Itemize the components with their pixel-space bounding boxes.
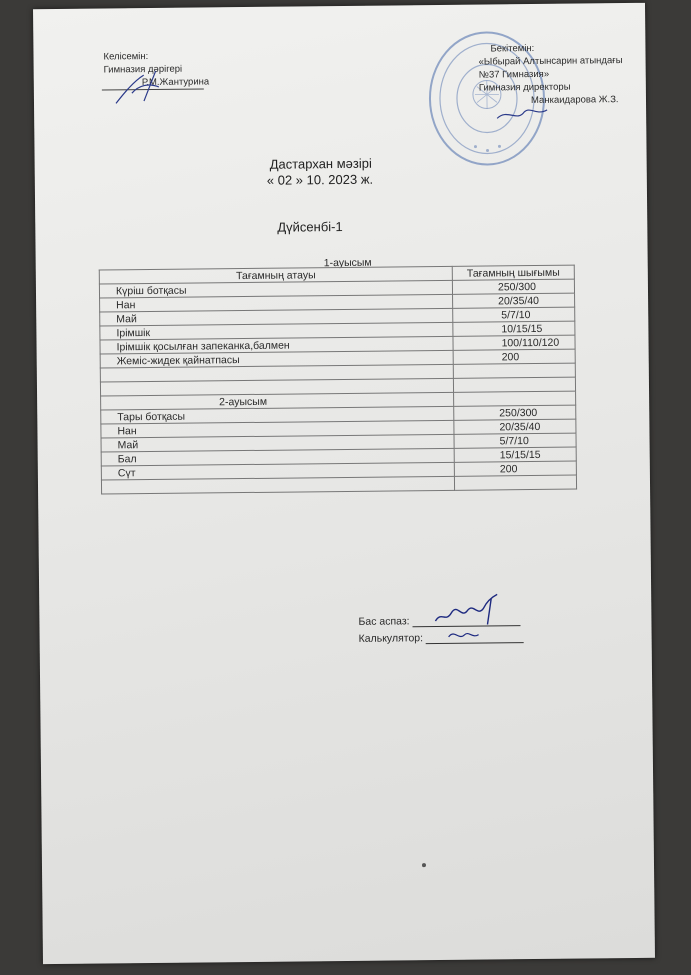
- dish-name: Ірімшік қосылған запеканка,балмен: [100, 336, 453, 354]
- paper-mark: [422, 863, 426, 867]
- approval-right-line2: «Ыбырай Алтынсарин атындағы: [478, 55, 623, 68]
- dish-name: Күріш ботқасы: [99, 280, 452, 298]
- dish-name: Нан: [101, 420, 454, 438]
- dish-yield: 250/300: [454, 405, 576, 420]
- dish-name: Сүт: [101, 462, 454, 480]
- dish-yield: 5/7/10: [454, 433, 576, 448]
- director-signature: [492, 100, 552, 131]
- dish-name: Бал: [101, 448, 454, 466]
- col-header-yield: Тағамның шығымы: [452, 265, 574, 280]
- approval-right-line4: Гимназия директоры: [478, 81, 571, 94]
- dish-name: Нан: [100, 294, 453, 312]
- approval-right-line1: Бекітемін:: [490, 42, 535, 55]
- dish-yield: 10/15/15: [453, 321, 575, 336]
- doctor-signature: [104, 63, 174, 109]
- menu-table: [99, 265, 577, 495]
- menu-title: Дастархан мәзірі: [269, 155, 372, 172]
- approval-left-line2: Гимназия дәрігері: [103, 63, 183, 76]
- dish-yield: 100/110/120: [453, 335, 575, 350]
- dish-yield: 5/7/10: [453, 307, 575, 322]
- dish-name: Май: [100, 308, 453, 326]
- dish-name: Тары ботқасы: [101, 406, 454, 424]
- menu-day: Дүйсенбі-1: [277, 219, 343, 235]
- approval-left-line3: Р.М.Жантурина: [102, 75, 204, 90]
- chef-signature: [431, 592, 511, 629]
- shift1-label: 1-ауысым: [323, 256, 372, 270]
- dish-name: Май: [101, 434, 454, 452]
- calculator-signature-line: [359, 631, 524, 645]
- dish-name: Жеміс-жидек қайнатпасы: [100, 350, 453, 368]
- calculator-label: Калькулятор:: [358, 632, 424, 645]
- dish-name: Ірімшік: [100, 322, 453, 340]
- menu-date: « 02 » 10. 2023 ж.: [266, 171, 374, 188]
- dish-yield: 15/15/15: [454, 447, 576, 462]
- dish-yield: 20/35/40: [453, 293, 575, 308]
- approval-left-line1: Келісемін:: [103, 51, 149, 63]
- document-page: [33, 3, 655, 964]
- approval-right-line3: №37 Гимназия»: [478, 68, 550, 81]
- dish-yield: 20/35/40: [454, 419, 576, 434]
- dish-yield: 200: [453, 349, 575, 364]
- chef-label: Бас аспаз:: [358, 615, 410, 628]
- approval-right: [478, 41, 623, 108]
- dish-yield: 200: [454, 461, 576, 476]
- approval-right-line5: Манкаидарова Ж.З.: [530, 94, 619, 107]
- calculator-signature: [445, 627, 485, 645]
- dish-yield: 250/300: [452, 279, 574, 294]
- shift2-label: 2-ауысым: [101, 392, 454, 410]
- col-header-name: Тағамның атауы: [99, 266, 452, 284]
